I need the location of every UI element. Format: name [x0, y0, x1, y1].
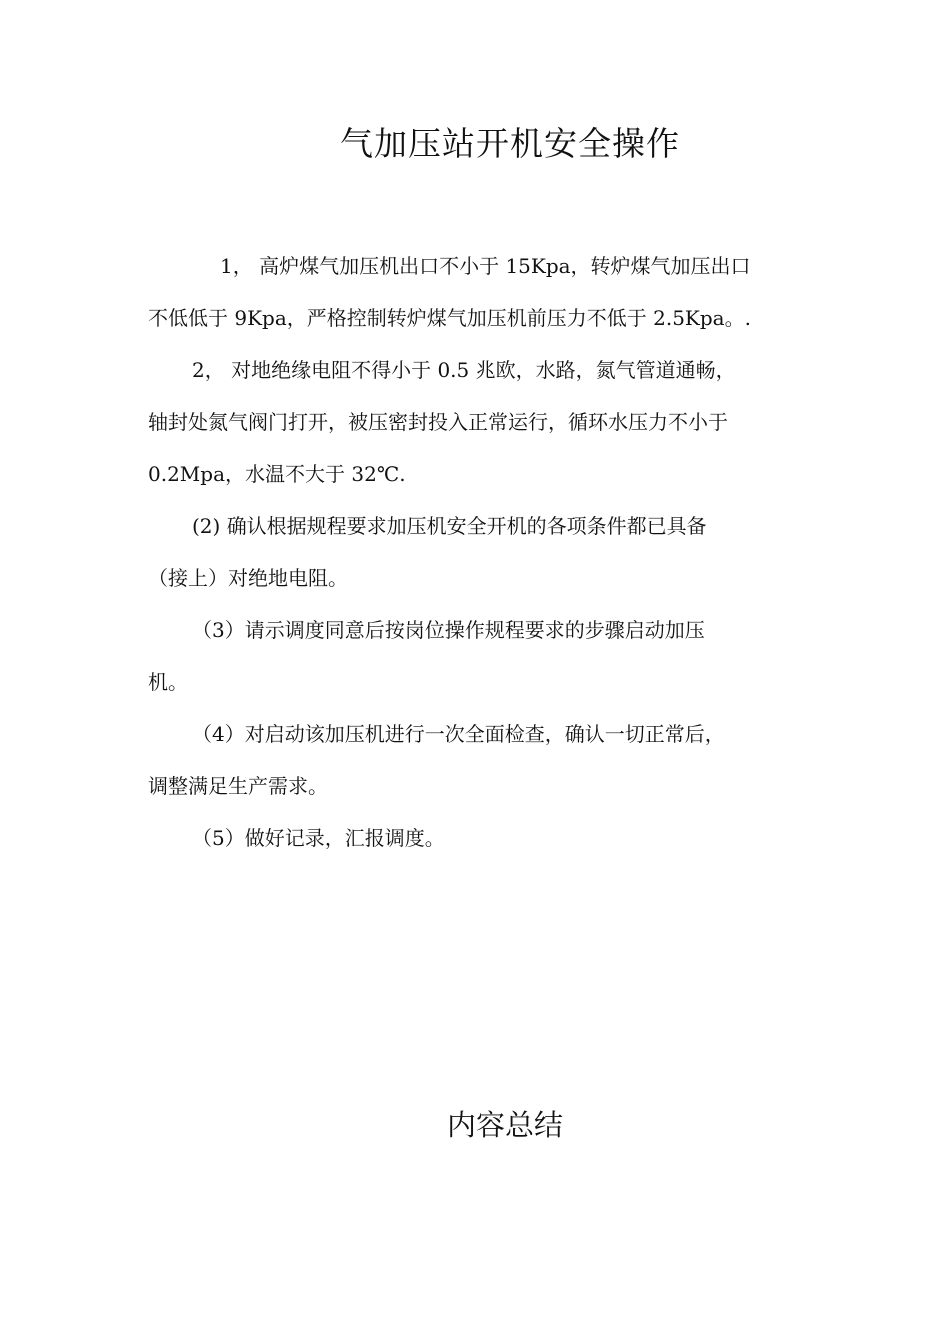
paragraph-line: （接上）对绝地电阻。 — [148, 566, 348, 590]
paragraph-line: 机。 — [148, 670, 188, 694]
paragraph-line: (2) 确认根据规程要求加压机安全开机的各项条件都已具备 — [192, 514, 707, 538]
paragraph-line: （5）做好记录，汇报调度。 — [192, 826, 445, 850]
paragraph-line: 轴封处氮气阀门打开，被压密封投入正常运行，循环水压力不小于 — [148, 410, 728, 434]
paragraph-line: 1， 高炉煤气加压机出口不小于 15Kpa，转炉煤气加压出口 — [220, 254, 751, 278]
document-title: 气加压站开机安全操作 — [340, 124, 680, 163]
paragraph-line: （4）对启动该加压机进行一次全面检查，确认一切正常后， — [192, 722, 725, 746]
document-body — [148, 240, 808, 864]
summary-heading: 内容总结 — [447, 1108, 564, 1142]
paragraph-line: （3）请示调度同意后按岗位操作规程要求的步骤启动加压 — [192, 618, 705, 642]
paragraph-line: 2， 对地绝缘电阻不得小于 0.5 兆欧，水路，氮气管道通畅， — [192, 358, 736, 382]
paragraph-line: 调整满足生产需求。 — [148, 774, 328, 798]
paragraph-line: 不低低于 9Kpa，严格控制转炉煤气加压机前压力不低于 2.5Kpa。. — [148, 306, 751, 330]
paragraph-line: 0.2Mpa，水温不大于 32℃. — [148, 462, 406, 486]
